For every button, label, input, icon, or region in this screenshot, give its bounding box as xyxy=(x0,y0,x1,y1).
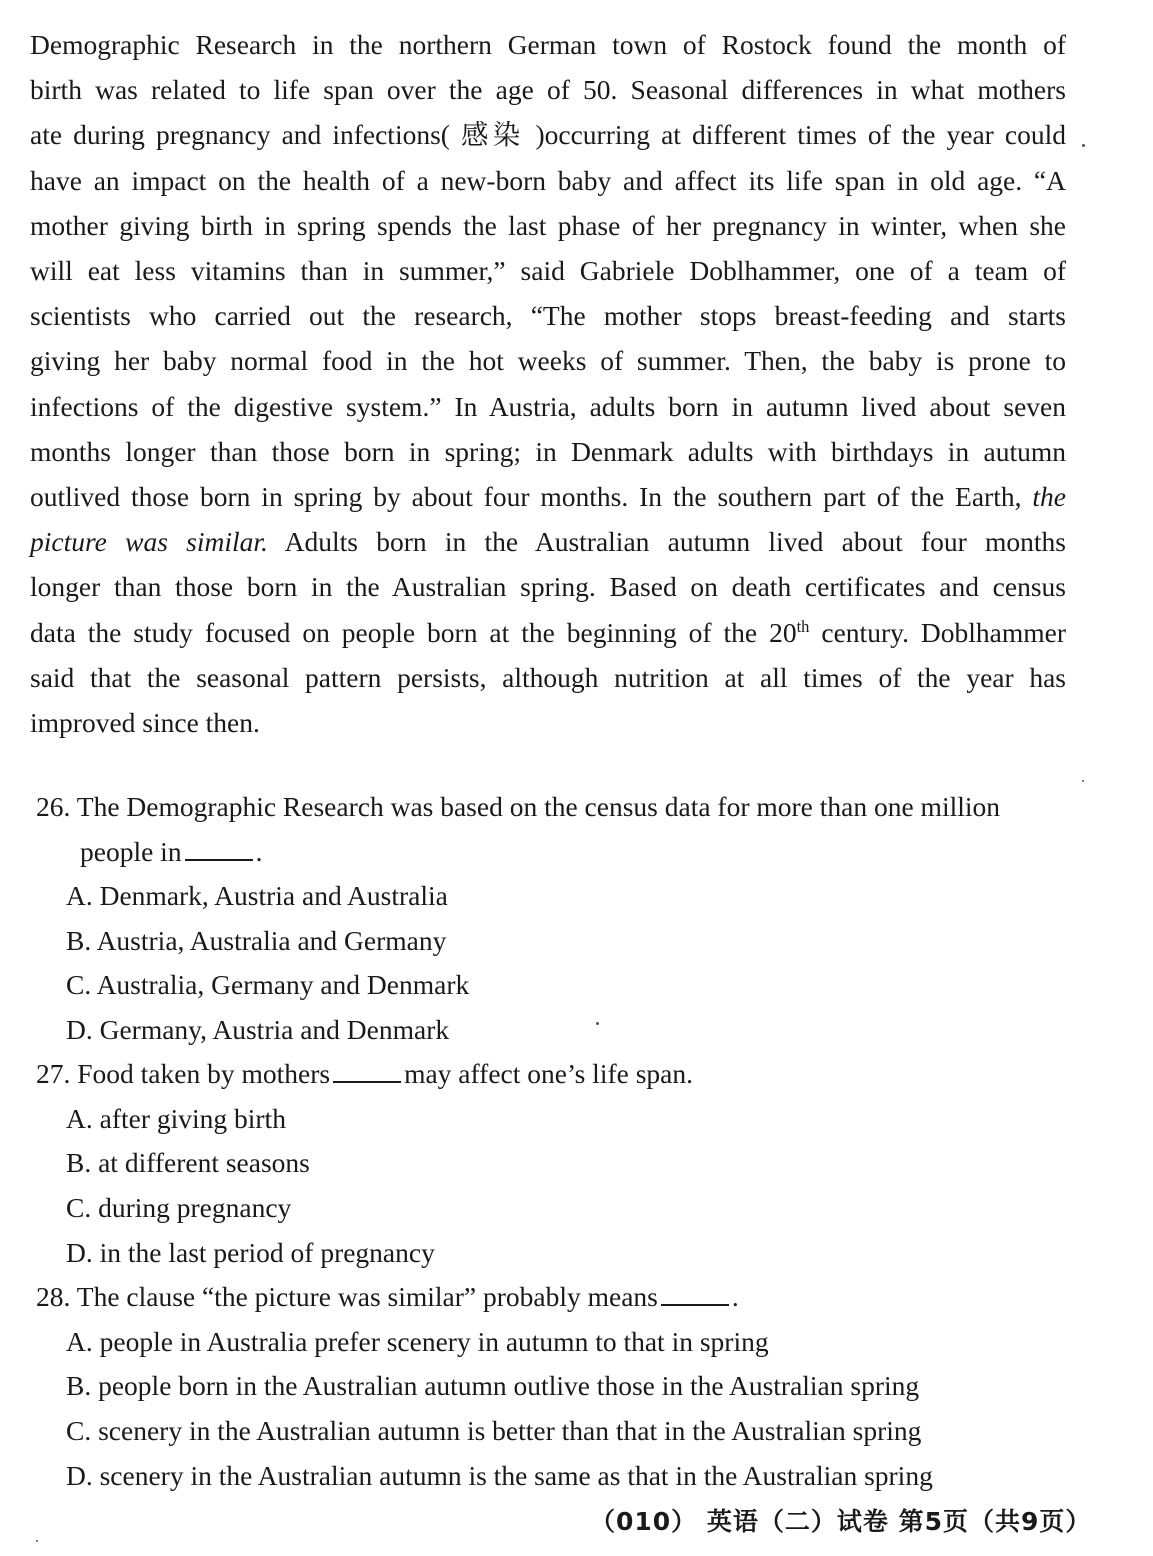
page-number: 第5页（共9页） xyxy=(898,1507,1092,1536)
passage-line: longer than those born in the Australian spring. Based on death certificates and census xyxy=(30,571,1066,603)
scan-speck xyxy=(1082,144,1085,147)
passage-line: ate during pregnancy and infections( 感染 )occurring at different times of the year could xyxy=(30,119,1066,151)
question-text: . xyxy=(731,1281,739,1313)
option-d: D. Germany, Austria and Denmark xyxy=(66,1013,450,1045)
question-text: may affect one’s life span. xyxy=(404,1058,693,1090)
question-list xyxy=(36,785,1096,1498)
option-c: C. scenery in the Australian autumn is better than that in the Australian spring xyxy=(66,1414,922,1446)
passage-line xyxy=(30,474,1066,519)
option-c: C. Australia, Germany and Denmark xyxy=(66,969,470,1001)
page-footer xyxy=(590,1502,1091,1538)
paper-code: （010） xyxy=(590,1507,698,1536)
question-number: 28. xyxy=(36,1281,71,1313)
passage-text: century. Doblhammer xyxy=(821,616,1066,648)
question-stem xyxy=(36,1052,1096,1097)
option-b: B. people born in the Australian autumn outlive those in the Australian spring xyxy=(66,1370,920,1402)
passage-line: improved since then. xyxy=(30,707,260,739)
paper-subject: 英语（二）试卷 xyxy=(706,1507,889,1536)
option-b: B. Austria, Australia and Germany xyxy=(66,924,447,956)
italic-phrase: picture was similar. xyxy=(30,526,268,558)
option-c: C. during pregnancy xyxy=(66,1192,292,1224)
option-a: A. people in Australia prefer scenery in autumn to that in spring xyxy=(66,1325,769,1357)
passage-line: have an impact on the health of a new-born baby and affect its life span in old age. “A xyxy=(30,164,1066,196)
answer-blank xyxy=(333,1061,401,1083)
question-text: The Demographic Research was based on the census data for more than one million xyxy=(76,791,1001,822)
option-a: A. Denmark, Austria and Australia xyxy=(66,880,448,911)
passage-line: mother giving birth in spring spends the last phase of her pregnancy in winter, when she xyxy=(30,209,1066,241)
passage-line: will eat less vitamins than in summer,” said Gabriele Doblhammer, one of a team of xyxy=(30,255,1066,287)
passage-text: Adults born in the Australian autumn lived about four months xyxy=(284,526,1066,558)
passage-text: outlived those born in spring by about four months. In the southern part of the Earth, xyxy=(30,481,1022,513)
question-text: . xyxy=(255,835,263,867)
question-stem xyxy=(36,785,1096,830)
scan-speck xyxy=(1082,780,1084,782)
passage-text: data the study focused on people born at the beginning of the 20 xyxy=(30,616,797,648)
question-stem xyxy=(36,1275,1096,1320)
italic-phrase: the xyxy=(1032,481,1066,513)
question-text: people in xyxy=(80,835,182,867)
passage-line: Demographic Research in the northern German town of Rostock found the month of xyxy=(30,29,1066,60)
passage-line: months longer than those born in spring; in Denmark adults with birthdays in autumn xyxy=(30,435,1066,467)
answer-blank xyxy=(185,839,253,861)
option-b: B. at different seasons xyxy=(66,1147,310,1179)
option-a: A. after giving birth xyxy=(66,1102,286,1134)
scan-speck xyxy=(596,1022,599,1025)
question-number: 27. xyxy=(36,1058,71,1090)
passage-line: birth was related to life span over the age of 50. Seasonal differences in what mothers xyxy=(30,74,1066,106)
question-26 xyxy=(36,785,1096,1052)
passage-line: infections of the digestive system.” In Austria, adults born in autumn lived about seven xyxy=(30,390,1066,422)
question-stem-continued xyxy=(36,830,1096,875)
question-27 xyxy=(36,1052,1096,1275)
passage-line: said that the seasonal pattern persists, although nutrition at all times of the year has xyxy=(30,661,1066,693)
passage-line: scientists who carried out the research, “The mother stops breast-feeding and starts xyxy=(30,300,1066,332)
question-text: Food taken by mothers xyxy=(77,1058,331,1090)
question-text: The clause “the picture was similar” probably means xyxy=(76,1281,658,1313)
ordinal-suffix: th xyxy=(796,616,810,636)
option-d: D. in the last period of pregnancy xyxy=(66,1236,435,1268)
option-d: D. scenery in the Australian autumn is the same as that in the Australian spring xyxy=(66,1459,933,1491)
passage-line: giving her baby normal food in the hot weeks of summer. Then, the baby is prone to xyxy=(30,345,1066,377)
passage-line xyxy=(30,519,1066,564)
passage-line xyxy=(30,610,1066,655)
question-number: 26. xyxy=(36,791,71,822)
question-28 xyxy=(36,1275,1096,1498)
answer-blank xyxy=(661,1284,729,1306)
reading-passage xyxy=(30,22,1066,745)
scan-speck xyxy=(36,1540,38,1542)
